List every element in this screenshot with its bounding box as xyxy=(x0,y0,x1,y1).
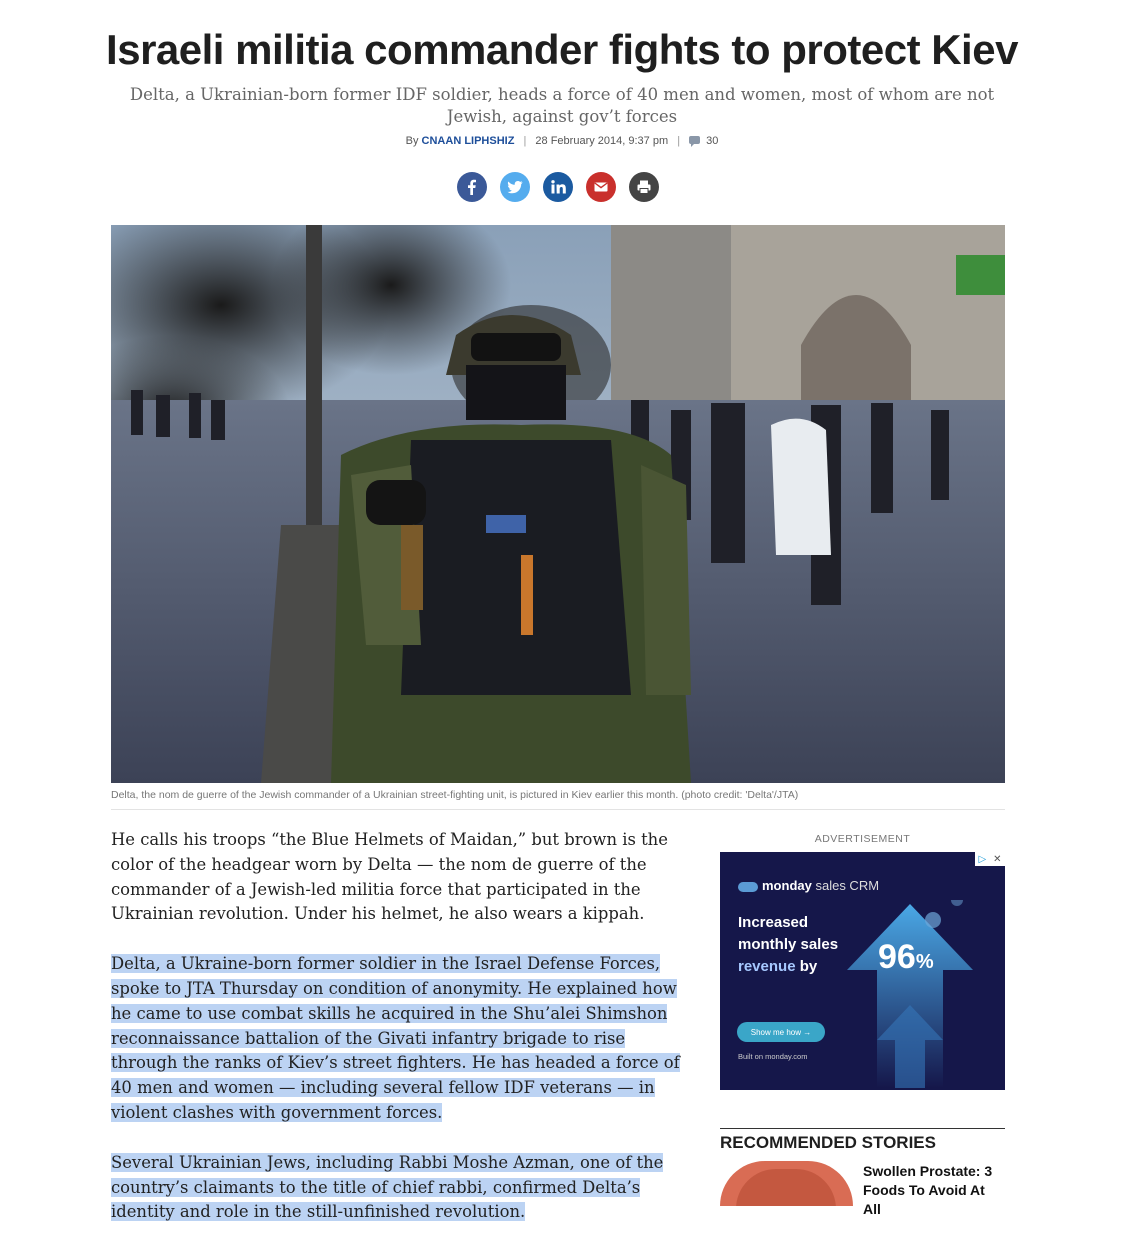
paragraph xyxy=(111,1151,681,1225)
highlighted-text: Delta, a Ukraine-born former soldier in the Israel Defense Forces, spoke to JTA Thursday on condition of anonymity. He explained how he came to use combat skills he acquired in the Shu’alei Shimshon reconnaissance battalion of the Givati infantry brigade to rise through the ranks of Kiev’s street fighters. He has headed a force of 40 men and women — including several fellow IDF veterans — in violent clashes with government forces. xyxy=(111,954,680,1122)
divider: | xyxy=(523,135,527,147)
paragraph xyxy=(111,952,681,1126)
article-body xyxy=(111,828,681,1250)
divider: | xyxy=(677,135,681,147)
facebook-icon xyxy=(464,179,480,195)
article-headline: Israeli militia commander fights to protect Kiev xyxy=(106,26,1018,73)
recommended-story[interactable] xyxy=(720,1160,1005,1217)
author-link[interactable]: CNAAN LIPHSHIZ xyxy=(421,135,515,147)
ad-percent: 96% xyxy=(878,938,934,976)
paragraph-text: He calls his troops “the Blue Helmets of Maidan,” but brown is the color of the headgear worn by Delta — the nom de guerre of the commander of a Jewish-led militia force that participated in the Ukrainian revolution. Under his helmet, he also wears a kippah. xyxy=(111,830,668,924)
publish-date: 28 February 2014, 9:37 pm xyxy=(535,135,669,147)
byline xyxy=(0,135,1124,147)
email-share-button[interactable] xyxy=(586,172,616,202)
print-button[interactable] xyxy=(629,172,659,202)
story-thumbnail xyxy=(720,1161,853,1206)
monday-logo-icon xyxy=(738,882,758,892)
twitter-icon xyxy=(507,179,523,195)
ad-brand: monday sales CRM xyxy=(738,878,879,893)
image-caption: Delta, the nom de guerre of the Jewish commander of a Ukrainian street-fighting unit, is pictured in Kiev earlier this month. (photo credit: 'Delta'/JTA) xyxy=(111,789,1005,810)
print-icon xyxy=(636,179,652,195)
recommended-stories-heading: RECOMMENDED STORIES xyxy=(720,1128,1005,1153)
facebook-share-button[interactable] xyxy=(457,172,487,202)
story-title: Swollen Prostate: 3 Foods To Avoid At All xyxy=(863,1163,993,1217)
share-buttons xyxy=(457,172,667,202)
article-photo xyxy=(111,225,1005,783)
paragraph xyxy=(111,828,681,927)
comment-count: 30 xyxy=(706,135,719,147)
email-icon xyxy=(593,179,609,195)
ad-footer: Built on monday.com xyxy=(738,1052,808,1061)
ad-headline: Increased monthly sales revenue by xyxy=(738,914,839,975)
adchoices-icon[interactable]: ▷ ✕ xyxy=(975,852,1005,866)
ad-label: ADVERTISEMENT xyxy=(814,833,911,845)
comment-icon xyxy=(689,136,700,144)
linkedin-icon xyxy=(550,179,566,195)
advertisement[interactable] xyxy=(720,852,1005,1090)
twitter-share-button[interactable] xyxy=(500,172,530,202)
ad-cta-button[interactable]: Show me how → xyxy=(737,1022,825,1042)
comments-link[interactable] xyxy=(689,135,718,147)
linkedin-share-button[interactable] xyxy=(543,172,573,202)
byline-prefix: By xyxy=(405,135,419,147)
article-subhead: Delta, a Ukrainian-born former IDF soldier, heads a force of 40 men and women, most of whom are not Jewish, against gov’t forces xyxy=(129,85,995,126)
highlighted-text: Several Ukrainian Jews, including Rabbi Moshe Azman, one of the country’s claimants to the title of chief rabbi, confirmed Delta’s identity and role in the still-unfinished revolution. xyxy=(111,1152,664,1222)
